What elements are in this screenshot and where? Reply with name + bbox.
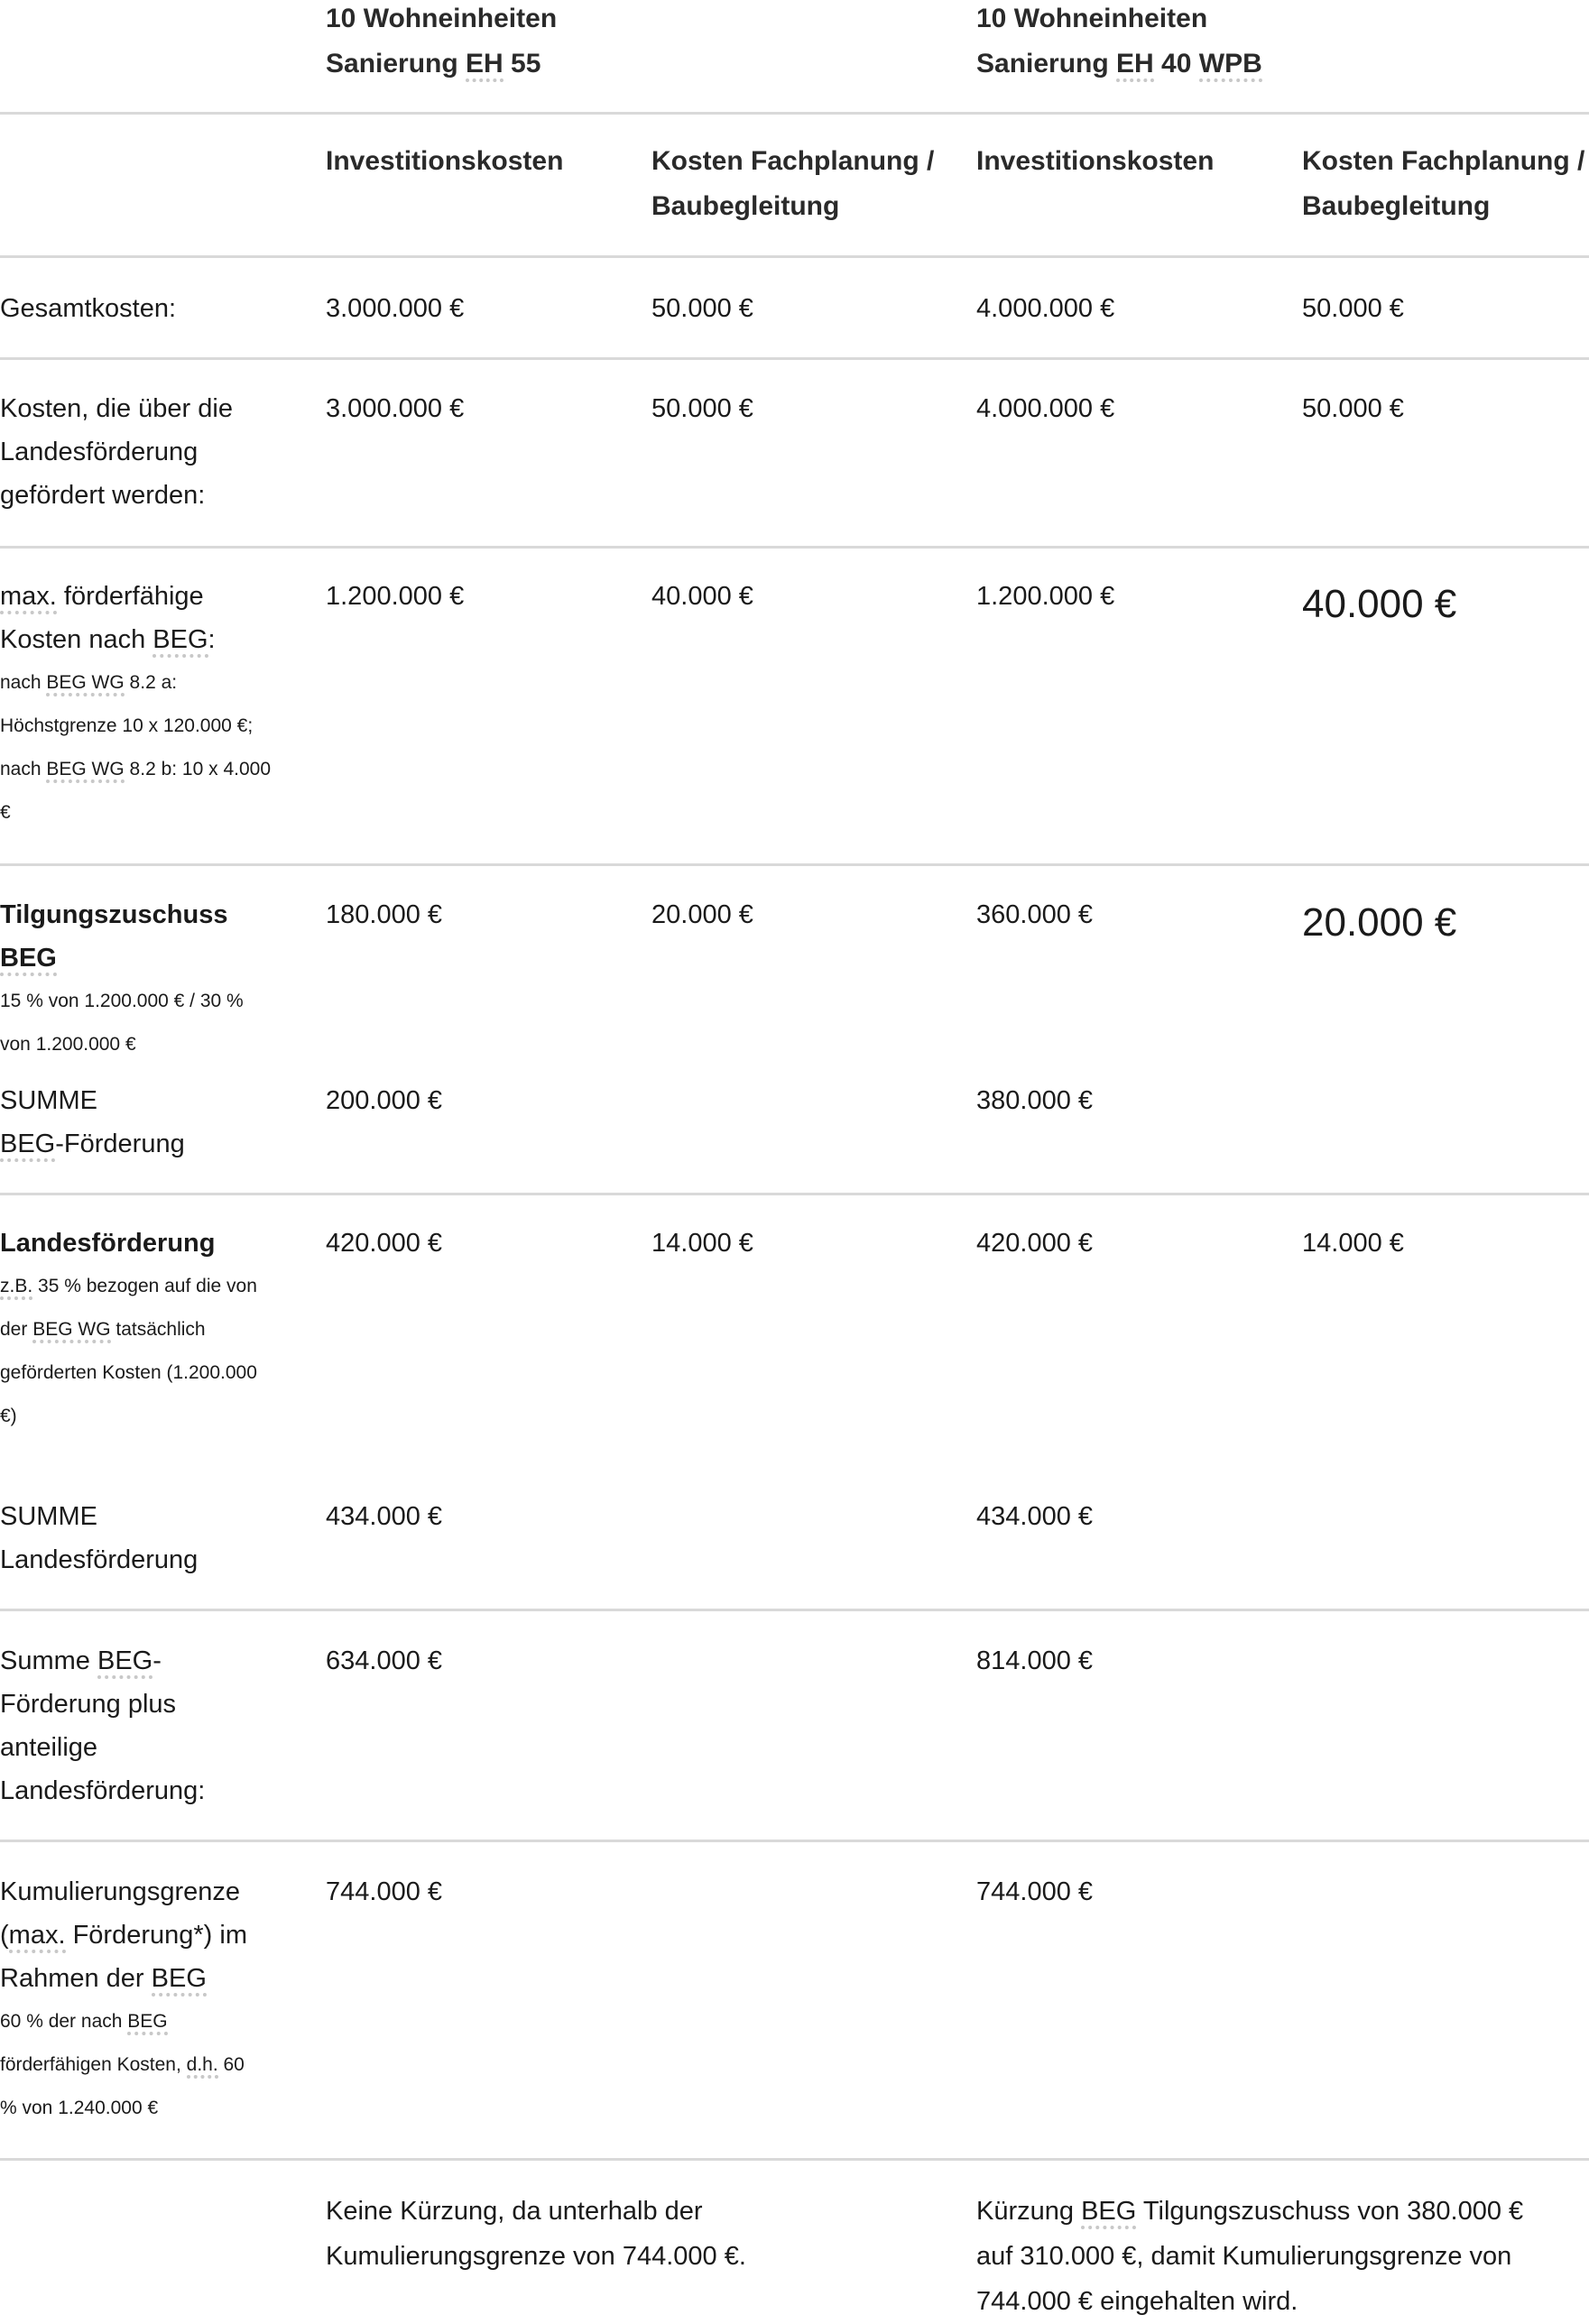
cell-value: 434.000 € bbox=[326, 1502, 443, 1531]
row-note: nach BEG WG 8.2 a: bbox=[0, 661, 289, 705]
footnote-eh40-wpb: Kürzung BEG Tilgungszuschuss von 380.000 € auf 310.000 €, damit Kumulierungsgrenze von 744.000 € eingehalten wird. bbox=[976, 2197, 1524, 2316]
cell-value: 744.000 € bbox=[976, 1877, 1094, 1906]
abbr-max[interactable]: max. bbox=[0, 582, 57, 614]
abbr-beg-wg[interactable]: BEG WG bbox=[32, 1319, 110, 1343]
divider bbox=[0, 546, 1589, 549]
abbr-beg[interactable]: BEG bbox=[152, 1964, 207, 1997]
group-header-eh55: 10 Wohneinheiten Sanierung EH 55 bbox=[326, 0, 557, 87]
row-label-tilgungszuschuss: Tilgungszuschuss BEG 15 % von 1.200.000 € / 30 % von 1.200.000 € bbox=[0, 900, 244, 1055]
cell-value: 50.000 € bbox=[1302, 394, 1404, 423]
cell-value: 50.000 € bbox=[1302, 294, 1404, 323]
column-header-investitionskosten: Investitionskosten bbox=[326, 146, 564, 176]
column-header-fachplanung: Kosten Fachplanung / Baubegleitung bbox=[651, 146, 935, 221]
group-header-eh40-wpb: 10 Wohneinheiten Sanierung EH 40 WPB bbox=[976, 0, 1262, 87]
row-note: nach BEG WG 8.2 b: 10 x 4.000 bbox=[0, 748, 289, 791]
cell-value: 434.000 € bbox=[976, 1502, 1094, 1531]
abbr-zb[interactable]: z.B. bbox=[0, 1276, 32, 1300]
divider bbox=[0, 2158, 1589, 2161]
cell-value: 40.000 € bbox=[1302, 582, 1457, 626]
abbr-beg[interactable]: BEG bbox=[152, 625, 208, 658]
cell-value: 420.000 € bbox=[976, 1229, 1094, 1258]
abbr-beg[interactable]: BEG bbox=[0, 944, 57, 976]
row-label-kumulierungsgrenze: Kumulierungsgrenze (max. Förderung*) im Rahmen der BEG 60 % der nach BEG förderfähigen Kosten, d.h. 60 % von 1.240.000 € bbox=[0, 1870, 289, 2130]
cell-value: 50.000 € bbox=[651, 394, 753, 423]
divider bbox=[0, 255, 1589, 258]
row-label-summe-beg-plus-landes: Summe BEG- Förderung plus anteilige Landesförderung: bbox=[0, 1646, 206, 1805]
abbr-wpb[interactable]: WPB bbox=[1199, 49, 1262, 82]
cell-value: 20.000 € bbox=[651, 900, 753, 929]
cell-value: 4.000.000 € bbox=[976, 394, 1115, 423]
cell-value: 744.000 € bbox=[326, 1877, 443, 1906]
row-label-landesfoerderung-kosten: Kosten, die über die Landesförderung gefördert werden: bbox=[0, 394, 233, 510]
abbr-beg-wg[interactable]: BEG WG bbox=[46, 672, 124, 696]
cell-value: 40.000 € bbox=[651, 582, 753, 611]
cell-value: 180.000 € bbox=[326, 900, 443, 929]
cell-value: 200.000 € bbox=[326, 1086, 443, 1115]
cell-value: 1.200.000 € bbox=[976, 582, 1115, 611]
abbr-eh[interactable]: EH bbox=[1116, 49, 1154, 82]
row-note: z.B. 35 % bezogen auf die von bbox=[0, 1265, 289, 1308]
abbr-eh[interactable]: EH bbox=[466, 49, 503, 82]
divider bbox=[0, 357, 1589, 360]
abbr-beg[interactable]: BEG bbox=[97, 1646, 152, 1679]
row-label-gesamtkosten: Gesamtkosten: bbox=[0, 294, 177, 323]
column-header-investitionskosten: Investitionskosten bbox=[976, 146, 1215, 176]
row-note: der BEG WG tatsächlich bbox=[0, 1308, 289, 1351]
divider bbox=[0, 1193, 1589, 1195]
abbr-beg[interactable]: BEG bbox=[1081, 2197, 1136, 2229]
divider bbox=[0, 112, 1589, 115]
row-note: 60 % der nach BEG bbox=[0, 2000, 289, 2043]
cell-value: 14.000 € bbox=[651, 1229, 753, 1258]
cell-value: 1.200.000 € bbox=[326, 582, 465, 611]
row-note: förderfähigen Kosten, d.h. 60 bbox=[0, 2043, 289, 2087]
divider bbox=[0, 1609, 1589, 1611]
footnote-eh55: Keine Kürzung, da unterhalb der Kumulierungsgrenze von 744.000 €. bbox=[326, 2197, 746, 2271]
abbr-beg-wg[interactable]: BEG WG bbox=[46, 759, 124, 783]
row-label-summe-beg: SUMME BEG-Förderung bbox=[0, 1079, 289, 1166]
abbr-beg[interactable]: BEG bbox=[0, 1130, 55, 1162]
cell-value: 3.000.000 € bbox=[326, 294, 465, 323]
abbr-dh[interactable]: d.h. bbox=[187, 2054, 218, 2079]
cell-value: 814.000 € bbox=[976, 1646, 1094, 1675]
row-label-summe-landes: SUMME Landesförderung bbox=[0, 1502, 199, 1574]
cell-value: 14.000 € bbox=[1302, 1229, 1404, 1258]
cell-value: 634.000 € bbox=[326, 1646, 443, 1675]
cell-value: 360.000 € bbox=[976, 900, 1094, 929]
cell-value: 50.000 € bbox=[651, 294, 753, 323]
cell-value: 420.000 € bbox=[326, 1229, 443, 1258]
row-label-max-foerderfaehig: max. förderfähige Kosten nach BEG: nach BEG WG 8.2 a: Höchstgrenze 10 x 120.000 €; nach BEG WG 8.2 b: 10 x 4.000 € bbox=[0, 575, 289, 835]
cell-value: 380.000 € bbox=[976, 1086, 1094, 1115]
row-label-landesfoerderung: Landesförderung z.B. 35 % bezogen auf die von der BEG WG tatsächlich geförderten Kosten (1.200.000 €) bbox=[0, 1222, 289, 1438]
divider bbox=[0, 863, 1589, 866]
cell-value: 4.000.000 € bbox=[976, 294, 1115, 323]
column-header-fachplanung: Kosten Fachplanung / Baubegleitung bbox=[1302, 146, 1585, 221]
abbr-beg[interactable]: BEG bbox=[127, 2011, 167, 2035]
divider bbox=[0, 1840, 1589, 1842]
abbr-max[interactable]: max. bbox=[9, 1921, 66, 1953]
cell-value: 3.000.000 € bbox=[326, 394, 465, 423]
cell-value: 20.000 € bbox=[1302, 900, 1457, 945]
